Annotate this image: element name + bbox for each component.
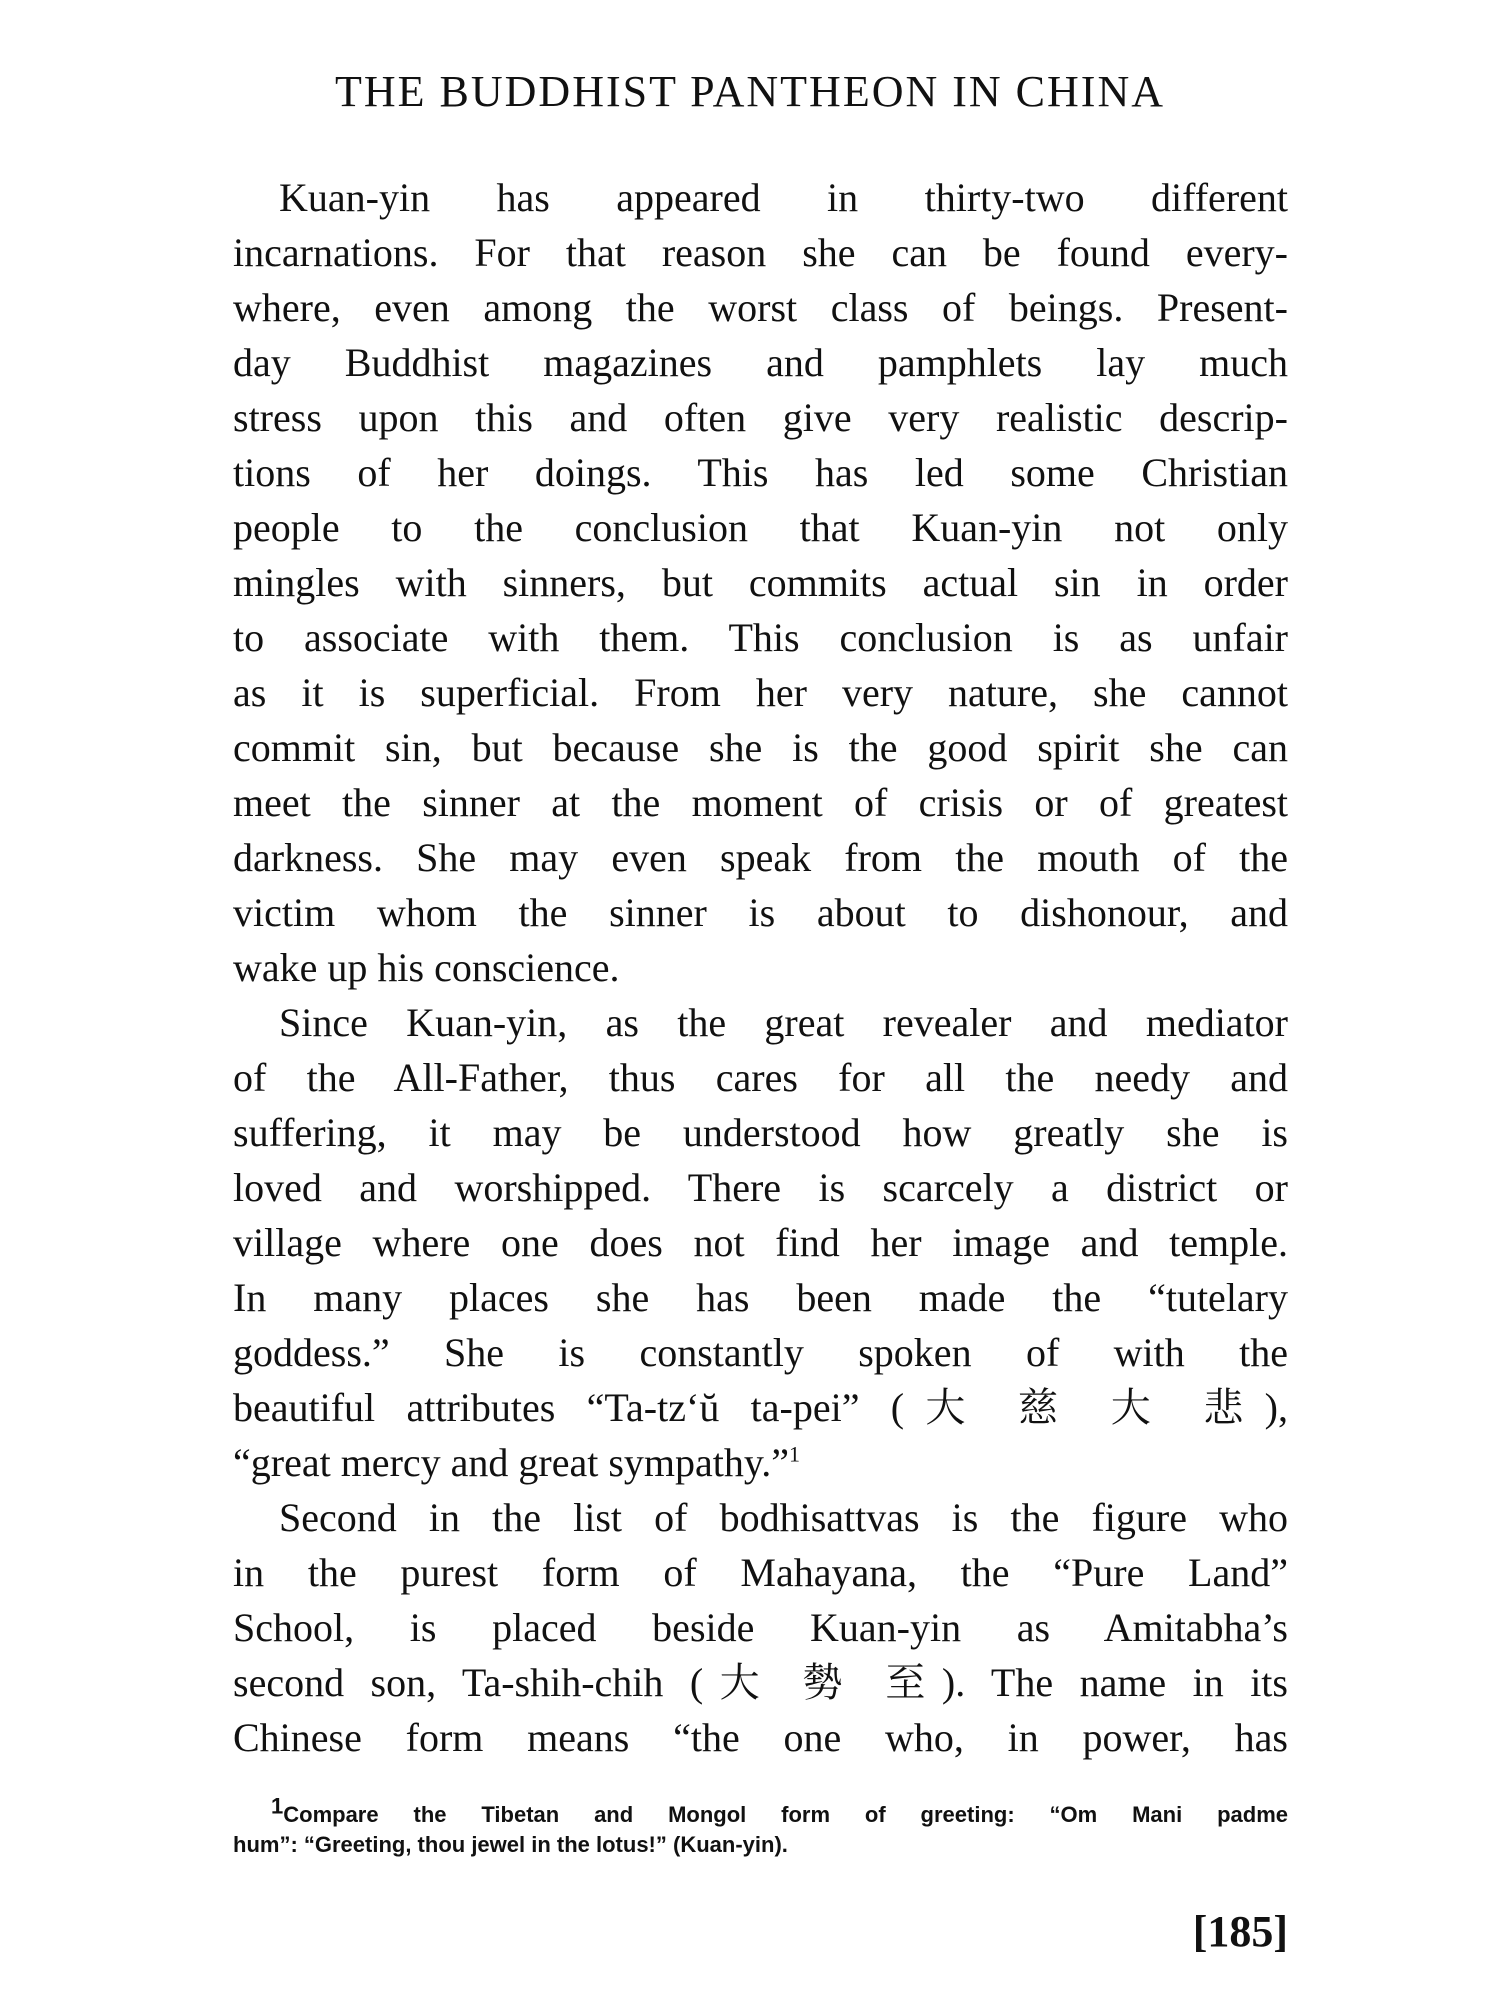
text-line: in the purest form of Mahayana, the “Pure Land”: [233, 1550, 1288, 1595]
footnote: [233, 1793, 1288, 1860]
text-line: of the All-Father, thus cares for all the needy and: [233, 1055, 1288, 1100]
text-line: Since Kuan-yin, as the great revealer and mediator: [279, 1000, 1288, 1045]
page-number: [185]: [1192, 1907, 1288, 1956]
text-line: loved and worshipped. There is scarcely a district or: [233, 1165, 1288, 1210]
footnote-line: [233, 1793, 1288, 1830]
paragraph-2: [233, 995, 1288, 1490]
text-line: [233, 1435, 1288, 1490]
text-line: village where one does not find her image and temple.: [233, 1220, 1288, 1265]
paragraph-3: [233, 1490, 1288, 1765]
text-line: as it is superficial. From her very nature, she cannot: [233, 670, 1288, 715]
text-line: commit sin, but because she is the good spirit she can: [233, 725, 1288, 770]
text-line: where, even among the worst class of beings. Present-: [233, 285, 1288, 330]
text-line: tions of her doings. This has led some Christian: [233, 450, 1288, 495]
text-line: Kuan-yin has appeared in thirty-two different: [279, 175, 1288, 220]
text-line: stress upon this and often give very realistic descrip-: [233, 395, 1288, 440]
text-line: School, is placed beside Kuan-yin as Amitabha’s: [233, 1605, 1288, 1650]
text-line: suffering, it may be understood how greatly she is: [233, 1110, 1288, 1155]
text-line: wake up his conscience.: [233, 945, 620, 990]
text-line: beautiful attributes “Ta-tz‘ŭ ta-pei” (大 慈 大 悲),: [233, 1385, 1288, 1430]
text-line: day Buddhist magazines and pamphlets lay much: [233, 340, 1288, 385]
text-line: to associate with them. This conclusion is as unfair: [233, 615, 1288, 660]
footnote-marker: 1: [789, 1441, 801, 1467]
running-head: THE BUDDHIST PANTHEON IN CHINA: [335, 67, 1165, 116]
text-line: mingles with sinners, but commits actual sin in order: [233, 560, 1288, 605]
text-line: meet the sinner at the moment of crisis or of greatest: [233, 780, 1288, 825]
text-line: Chinese form means “the one who, in power, has: [233, 1715, 1288, 1760]
footnote-line: hum”: “Greeting, thou jewel in the lotus!” (Kuan-yin).: [233, 1832, 788, 1857]
text-line: goddess.” She is constantly spoken of with the: [233, 1330, 1288, 1375]
paragraph-1: [233, 170, 1288, 995]
body-text: [233, 170, 1288, 1765]
text-line: In many places she has been made the “tutelary: [233, 1275, 1288, 1320]
text-line: darkness. She may even speak from the mouth of the: [233, 835, 1288, 880]
text-line: second son, Ta-shih-chih (大 勢 至). The name in its: [233, 1660, 1288, 1705]
text-line-content: “great mercy and great sympathy.”: [233, 1440, 790, 1485]
text-line: Second in the list of bodhisattvas is the figure who: [279, 1495, 1288, 1540]
text-line: victim whom the sinner is about to dishonour, and: [233, 890, 1288, 935]
footnote-number: 1: [271, 1793, 284, 1819]
text-line: people to the conclusion that Kuan-yin not only: [233, 505, 1288, 550]
footnote-text: Compare the Tibetan and Mongol form of greeting: “Om Mani padme: [283, 1802, 1288, 1827]
text-line: incarnations. For that reason she can be found every-: [233, 230, 1288, 275]
